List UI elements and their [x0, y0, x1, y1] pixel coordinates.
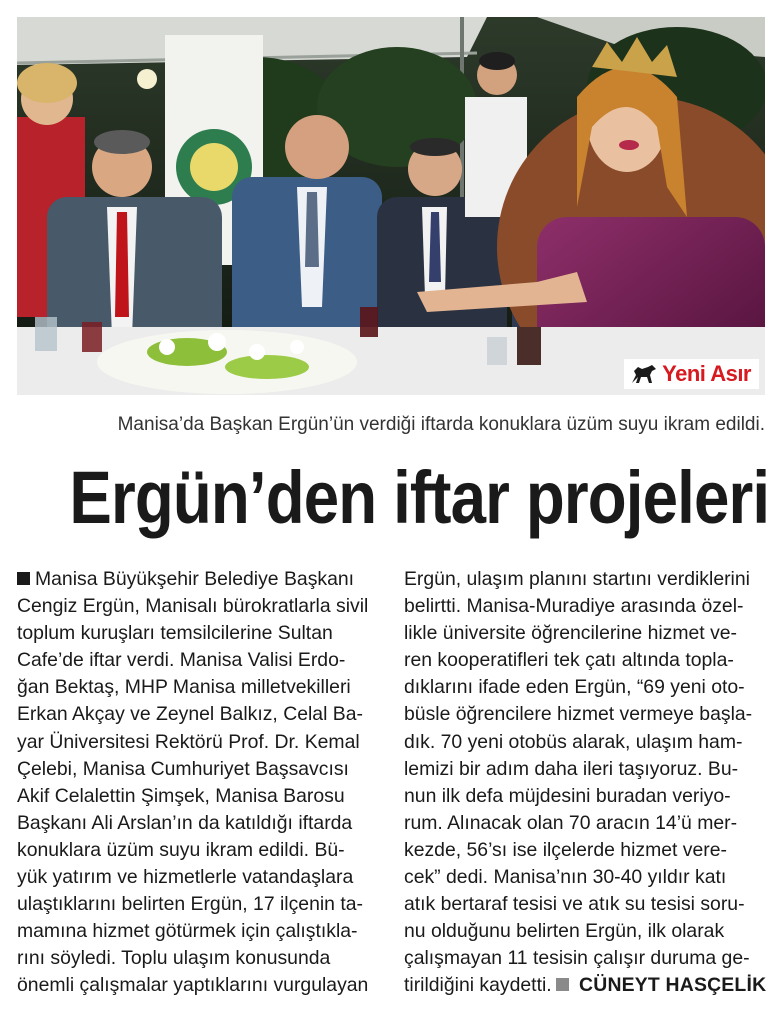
article-line: belirtti. Manisa-Muradiye arasında özel- — [404, 595, 744, 618]
article-line: Cafe’de iftar verdi. Manisa Valisi Erdo- — [17, 649, 346, 672]
article-line: çalışmayan 11 tesisin çalışır duruma ge- — [404, 947, 750, 970]
article-line: Ergün, ulaşım planını startını verdiklerini — [404, 568, 750, 590]
byline-square-icon — [556, 978, 569, 991]
article-line: dık. 70 yeni otobüs alarak, ulaşım ham- — [404, 730, 743, 753]
article-line: Çelebi, Manisa Cumhuriyet Başsavcısı — [17, 757, 349, 780]
yeni-asir-logo — [624, 359, 759, 389]
article-line: Manisa Büyükşehir Belediye Başkanı — [17, 566, 389, 593]
article-column-right — [404, 566, 766, 1000]
article-line: büsle öğrencilere hizmet vermeye başla- — [404, 703, 753, 726]
article-line: cek” dedi. Manisa’nın 30-40 yıldır katı — [404, 866, 727, 889]
byline: CÜNEYT HASÇELİK — [579, 974, 767, 997]
article-line: Erkan Akçay ve Zeynel Balkız, Celal Ba- — [17, 703, 363, 726]
article-line-last: tirildiğini kaydetti. CÜNEYT HASÇELİK — [404, 974, 767, 997]
horse-icon — [630, 363, 658, 385]
article-line: ren kooperatifleri tek çatı altında topla- — [404, 649, 734, 672]
photo-illustration — [17, 17, 765, 395]
article-line: dıklarını ifade eden Ergün, “69 yeni oto- — [404, 676, 745, 699]
article-line: nun ilk defa müjdesini buradan veriyo- — [404, 784, 731, 807]
news-photo — [17, 17, 765, 395]
article-line: likle üniversite öğrencilerine hizmet ve- — [404, 622, 738, 645]
article-line: rını söyledi. Toplu ulaşım konusunda — [17, 947, 331, 970]
article-line: nu olduğunu belirten Ergün, ilk olarak — [404, 920, 725, 943]
article-line: yük yatırım ve hizmetlerle vatandaşlara — [17, 866, 354, 889]
article-line: rum. Alınacak olan 70 aracın 14’ü mer- — [404, 811, 738, 834]
article-line: mamına hizmet götürmek için çalıştıkla- — [17, 920, 358, 943]
article-line: toplum kuruşları temsilcilerine Sultan — [17, 622, 333, 645]
photo-caption: Manisa’da Başkan Ergün’ün verdiği iftarda konuklara üzüm suyu ikram edildi. — [117, 414, 765, 435]
article-line: Başkanı Ali Arslan’ın da katıldığı iftarda — [17, 811, 353, 834]
bullet-square-icon — [17, 572, 30, 585]
article-line: Akif Celalettin Şimşek, Manisa Barosu — [17, 784, 345, 807]
article-line: atık bertaraf tesisi ve atık su tesisi soru- — [404, 893, 745, 916]
article-line: yar Üniversitesi Rektörü Prof. Dr. Kemal — [17, 730, 360, 753]
article-line: konuklara üzüm suyu ikram edildi. Bü- — [17, 838, 345, 861]
headline: Ergün’den iftar projeleri — [69, 456, 770, 539]
logo-wordmark: Yeni Asır — [662, 361, 751, 386]
article-line: önemli çalışmalar yaptıklarını vurgulayan — [17, 974, 369, 997]
article-line: Cengiz Ergün, Manisalı bürokratlarla sivil — [17, 595, 369, 618]
article-line: ğan Bektaş, MHP Manisa milletvekilleri — [17, 676, 351, 699]
article-line: kezde, 56’sı ise ilçelerde hizmet vere- — [404, 838, 727, 861]
article-line: ulaştıklarını belirten Ergün, 17 ilçenin ta- — [17, 893, 363, 916]
article-line: lemizi bir adım daha ileri taşıyoruz. Bu- — [404, 757, 739, 780]
article-column-left — [17, 566, 389, 1000]
